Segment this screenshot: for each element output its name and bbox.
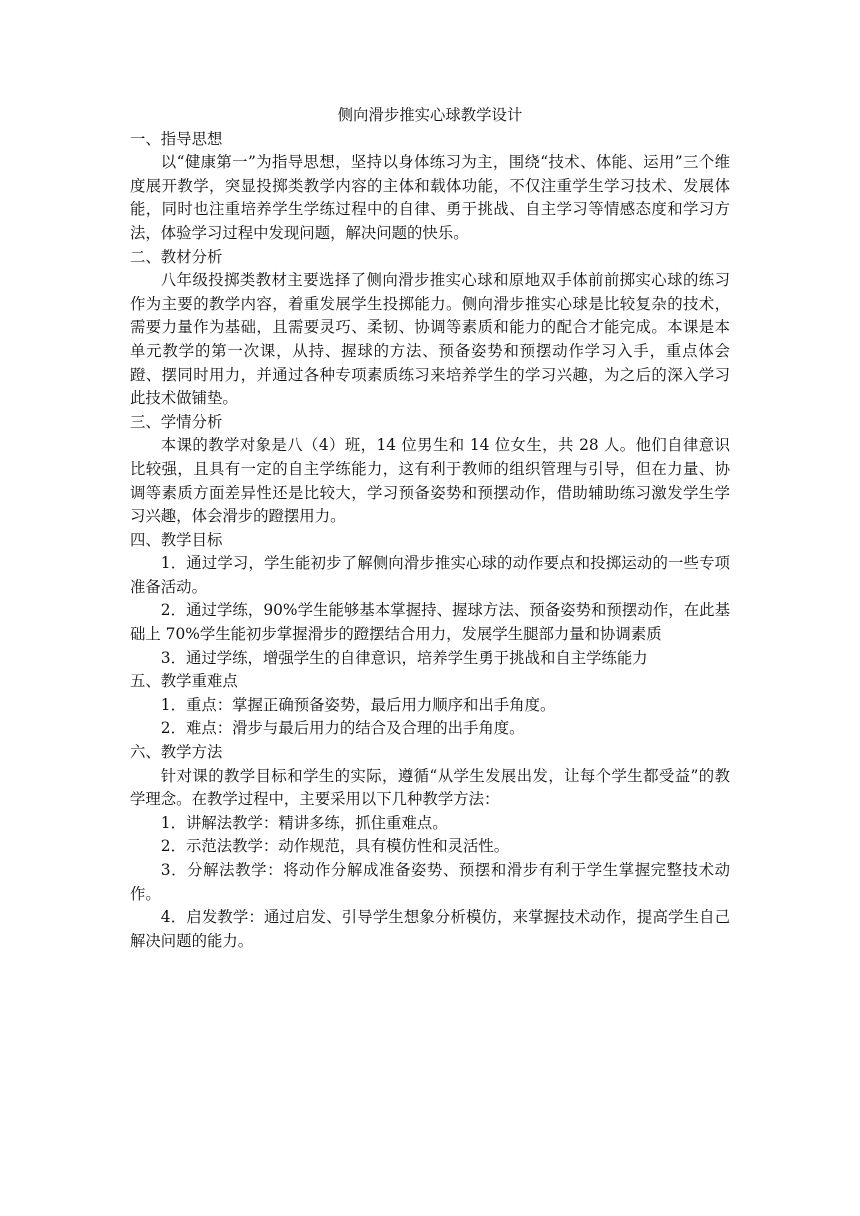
- method-item: 4．启发教学：通过启发、引导学生想象分析模仿，来掌握技术动作，提高学生自己解决问题的能力。: [130, 908, 730, 950]
- section-key-difficulties: [130, 670, 730, 741]
- goal-item: 2．通过学练，90%学生能够基本掌握持、握球方法、预备姿势和预摆动作，在此基础上 70%学生能初步掌握滑步的蹬摆结合用力，发展学生腿部力量和协调素质: [130, 601, 730, 644]
- section-heading: 三、学情分析: [130, 412, 223, 431]
- difficulty-item: 2．难点：滑步与最后用力的结合及合理的出手角度。: [160, 719, 525, 738]
- document-body: [130, 104, 730, 953]
- section-paragraph: 八年级投掷类教材主要选择了侧向滑步推实心球和原地双手体前前掷实心球的练习作为主要的教学内容，着重发展学生投掷能力。侧向滑步推实心球是比较复杂的技术，需要力量作为基础，且需要灵巧、柔韧、协调等素质和能力的配合才能完成。本课是本单元教学的第一次课，从持、握球的方法、预备姿势和预摆动作学习入手，重点体会蹬、摆同时用力，并通过各种专项素质练习来培养学生的学习兴趣，为之后的深入学习此技术做铺垫。: [130, 271, 730, 408]
- method-item: 3．分解法教学：将动作分解成准备姿势、预摆和滑步有利于学生掌握完整技术动作。: [130, 861, 730, 903]
- section-heading: 六、教学方法: [130, 743, 223, 762]
- section-material-analysis: [130, 246, 730, 411]
- section-teaching-methods: [130, 741, 730, 953]
- goal-item: 3．通过学练，增强学生的自律意识，培养学生勇于挑战和自主学练能力: [160, 648, 648, 667]
- section-paragraph: 本课的教学对象是八（4）班，14 位男生和 14 位女生，共 28 人。他们自律意识比较强，且具有一定的自主学练能力，这有利于教师的组织管理与引导，但在力量、协调等素质方面差异性还是比较大，学习预备姿势和预摆动作，借助辅助练习激发学生学习兴趣，体会滑步的蹬摆用力。: [130, 436, 730, 526]
- section-teaching-goals: [130, 529, 730, 671]
- section-paragraph: 针对课的教学目标和学生的实际，遵循“从学生发展出发，让每个学生都受益”的教学理念。在教学过程中，主要采用以下几种教学方法：: [130, 766, 730, 809]
- goal-item: 1．通过学习，学生能初步了解侧向滑步推实心球的动作要点和投掷运动的一些专项准备活动。: [130, 554, 730, 596]
- section-paragraph: 以“健康第一”为指导思想，坚持以身体练习为主，围绕“技术、体能、运用”三个维度展开教学，突显投掷类教学内容的主体和载体功能，不仅注重学生学习技术、发展体能，同时也注重培养学生学练过程中的自律、勇于挑战、自主学习等情感态度和学习方法，体验学习过程中发现问题，解决问题的快乐。: [130, 153, 730, 242]
- document-title: 侧向滑步推实心球教学设计: [337, 106, 523, 124]
- method-item: 1．讲解法教学：精讲多练，抓住重难点。: [160, 813, 448, 832]
- section-heading: 一、指导思想: [130, 129, 223, 148]
- method-item: 2．示范法教学：动作规范，具有模仿性和灵活性。: [160, 837, 510, 856]
- key-point-item: 1．重点：掌握正确预备姿势，最后用力顺序和出手角度。: [160, 695, 556, 714]
- section-heading: 四、教学目标: [130, 530, 223, 549]
- section-student-analysis: [130, 411, 730, 529]
- section-heading: 二、教材分析: [130, 247, 223, 266]
- section-guiding-ideology: [130, 128, 730, 246]
- section-heading: 五、教学重难点: [130, 672, 238, 691]
